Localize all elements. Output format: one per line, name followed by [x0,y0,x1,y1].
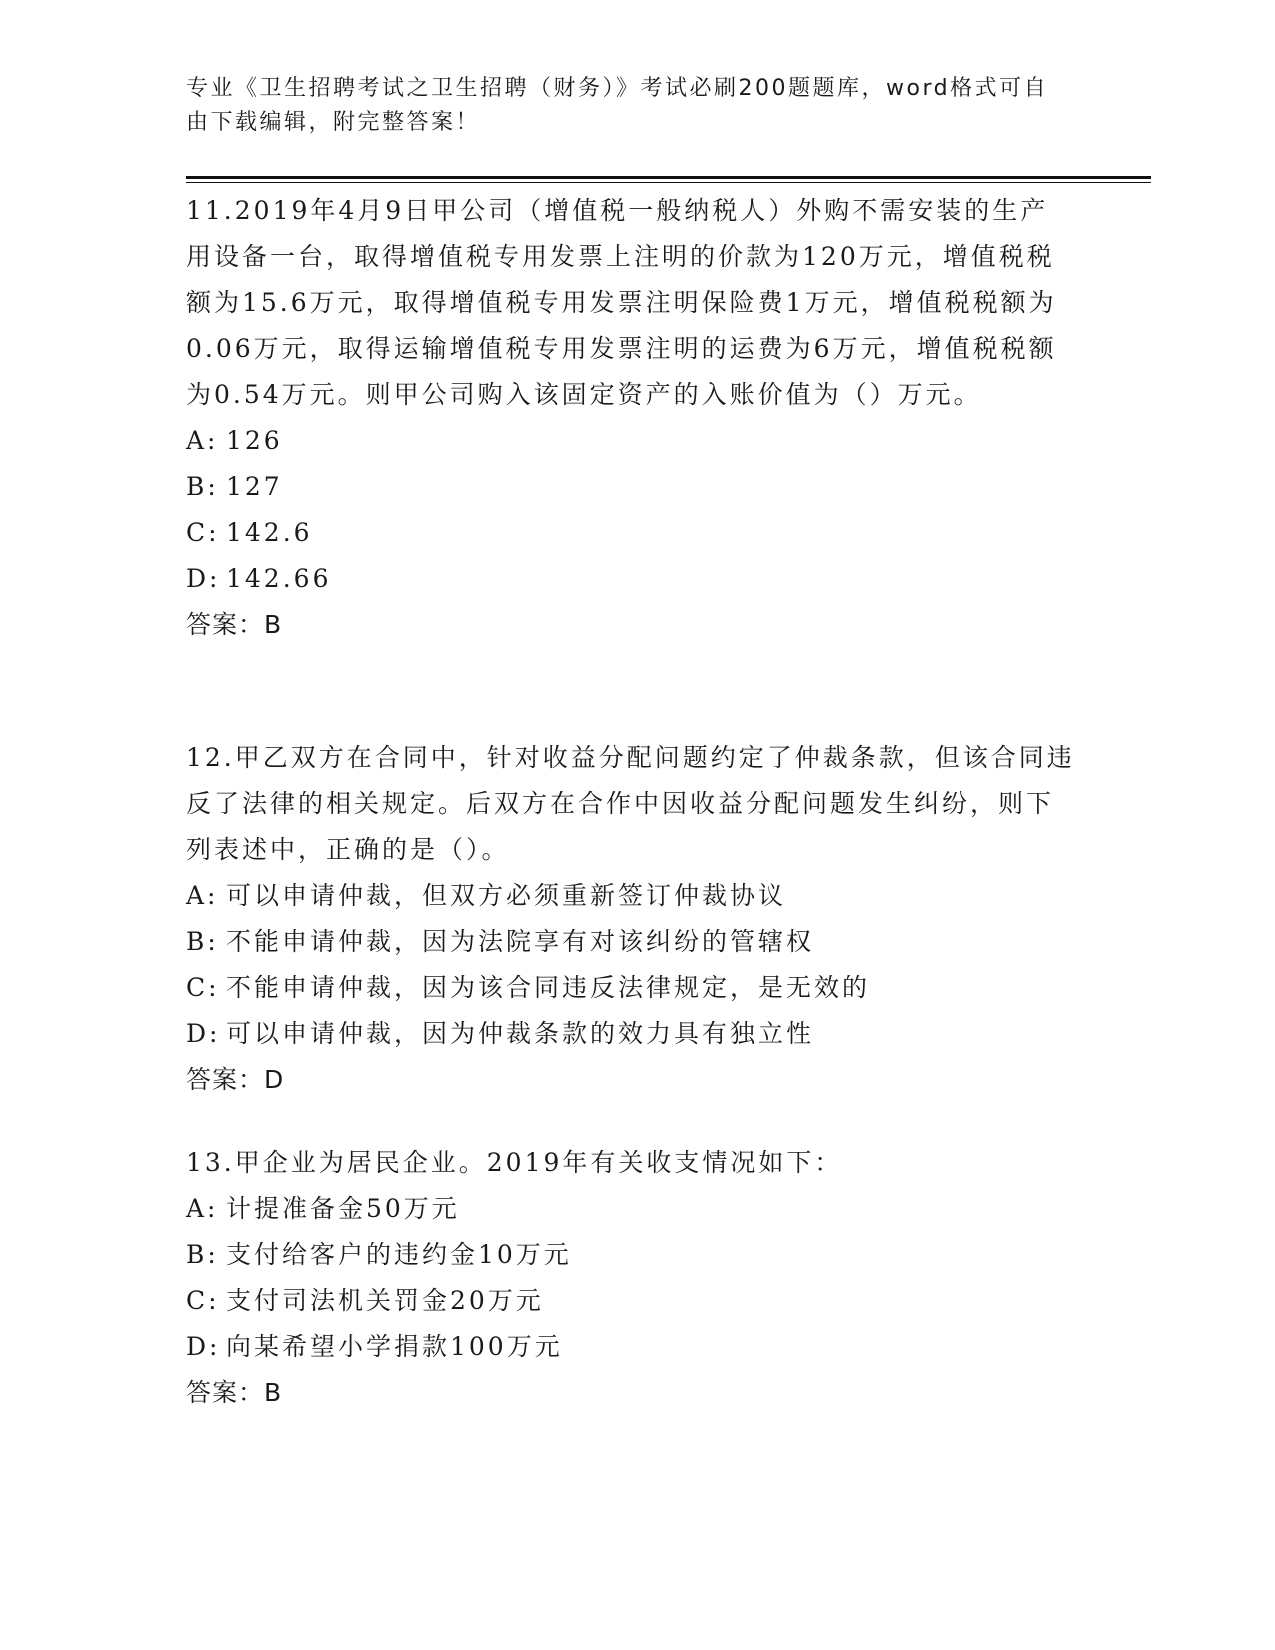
option-letter: B: [186,927,219,956]
question-block [186,188,1076,648]
option-letter: D: [186,564,221,593]
option-b [186,1232,1076,1278]
option-text: 不能申请仲裁，因为法院享有对该纠纷的管辖权 [226,927,815,956]
option-d [186,556,1076,602]
option-text: 支付给客户的违约金10万元 [226,1240,572,1269]
option-letter: A: [186,1194,219,1223]
option-a [186,1186,1076,1232]
option-c [186,1278,1076,1324]
question-block [186,735,1076,1103]
option-d [186,1011,1076,1057]
option-letter: A: [186,426,219,455]
option-a [186,873,1076,919]
option-text: 不能申请仲裁，因为该合同违反法律规定，是无效的 [226,973,871,1002]
option-b [186,464,1076,510]
option-letter: D: [186,1019,221,1048]
option-letter: B: [186,472,219,501]
question-stem: 12.甲乙双方在合同中，针对收益分配问题约定了仲裁条款，但该合同违反了法律的相关规定。后双方在合作中因收益分配问题发生纠纷，则下列表述中，正确的是（）。 [186,743,1075,864]
option-a [186,418,1076,464]
option-letter: D: [186,1332,221,1361]
option-letter: C: [186,518,220,547]
option-letter: C: [186,1286,220,1315]
question-stem: 11.2019年4月9日甲公司（增值税一般纳税人）外购不需安装的生产用设备一台，取得增值税专用发票上注明的价款为120万元，增值税税额为15.6万元，取得增值税专用发票注明保险费1万元，增值税税额为0.06万元，取得运输增值税专用发票注明的运费为6万元，增值税税额为0.54万元。则甲公司购入该固定资产的入账价值为（）万元。 [186,196,1057,409]
header-rule-thin [186,182,1151,183]
answer-line: 答案：D [186,1065,285,1094]
option-text: 可以申请仲裁，因为仲裁条款的效力具有独立性 [226,1019,815,1048]
option-c [186,965,1076,1011]
answer-line: 答案：B [186,610,283,639]
answer-line: 答案：B [186,1378,283,1407]
option-letter: B: [186,1240,219,1269]
option-letter: A: [186,881,219,910]
option-b [186,919,1076,965]
option-text: 126 [226,426,283,455]
option-d [186,1324,1076,1370]
header-rule-thick [186,176,1151,179]
question-block [186,1140,1076,1416]
option-text: 支付司法机关罚金20万元 [226,1286,544,1315]
option-text: 计提准备金50万元 [226,1194,460,1223]
option-letter: C: [186,973,220,1002]
option-text: 可以申请仲裁，但双方必须重新签订仲裁协议 [226,881,787,910]
option-c [186,510,1076,556]
document-header: 专业《卫生招聘考试之卫生招聘（财务）》考试必刷200题题库，word格式可自由下载编辑，附完整答案！ [186,76,1049,135]
option-text: 142.66 [226,564,332,593]
question-stem: 13.甲企业为居民企业。2019年有关收支情况如下： [186,1148,843,1177]
option-text: 142.6 [226,518,313,547]
option-text: 127 [226,472,283,501]
option-text: 向某希望小学捐款100万元 [226,1332,563,1361]
